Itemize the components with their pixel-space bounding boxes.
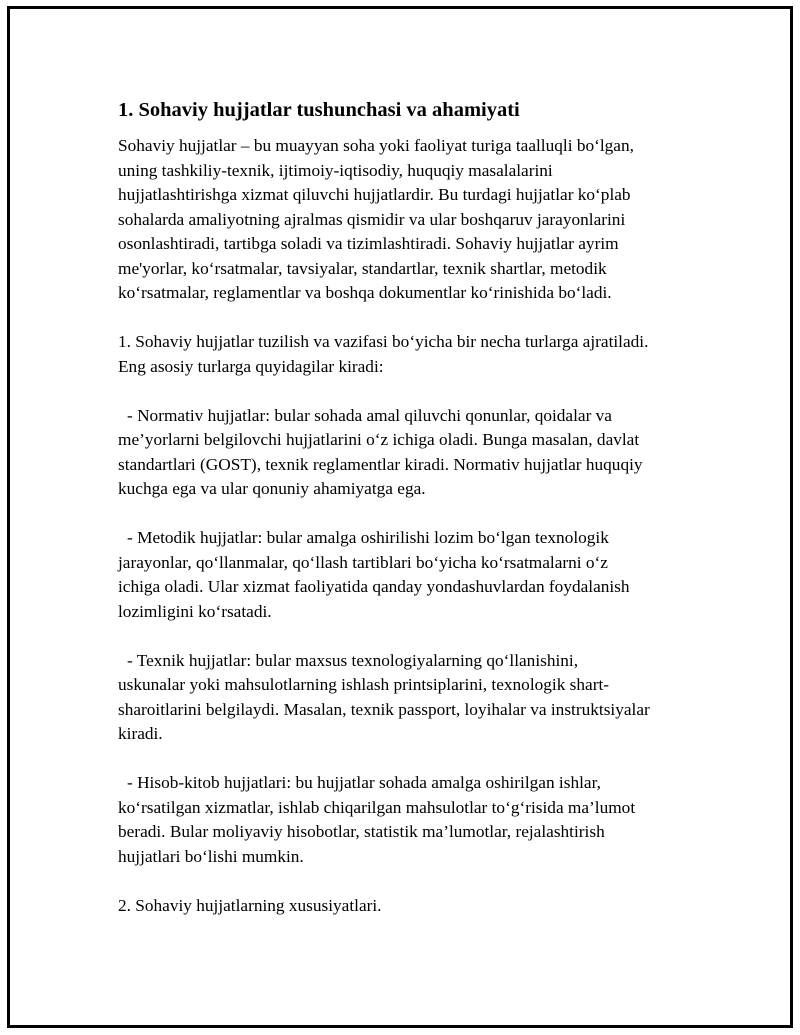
- normative-docs-paragraph: - Normativ hujjatlar: bular sohada amal qiluvchi qonunlar, qoidalar va me’yorlarni belgilovchi hujjatlarini o‘z ichiga oladi. Bunga masalan, davlat standartlari (GOST), texnik reglamentlar kiradi. Normativ hujjatlar huquqiy kuchga ega va ular qonuniy ahamiyatga ega.: [118, 405, 643, 498]
- intro-paragraph: Sohaviy hujjatlar – bu muayyan soha yoki faoliyat turiga taalluqli bo‘lgan, uning tashkiliy-texnik, ijtimoiy-iqtisodiy, huquqiy masalalarini hujjatlashtirishga xizmat qiluvchi hujjatlardir. Bu turdagi hujjatlar ko‘plab sohalarda amaliyotning ajralmas qismidir va ular boshqaruv jarayonlarini osonlashtiradi, tartibga soladi va tizimlashtiradi. Sohaviy hujjatlar ayrim me'yorlar, ko‘rsatmalar, tavsiyalar, standartlar, texnik shartlar, metodik ko‘rsatmalar, reglamentlar va boshqa dokumentlar ko‘rinishida bo‘ladi.: [118, 136, 634, 302]
- methodical-docs-paragraph: - Metodik hujjatlar: bular amalga oshirilishi lozim bo‘lgan texnologik jarayonlar, qo‘llanmalar, qo‘llash tartiblari bo‘yicha ko‘rsatmalarni o‘z ichiga oladi. Ular xizmat faoliyatida qanday yondashuvlardan foydalanish lozimligini ko‘rsatadi.: [118, 528, 630, 621]
- document-body: [118, 96, 688, 943]
- technical-docs-paragraph: - Texnik hujjatlar: bular maxsus texnologiyalarning qo‘llanishini, uskunalar yoki mahsulotlarning ishlash printsiplarini, texnologik shart- sharoitlarini belgilaydi. Masalan, texnik passport, loyihalar va instruktsiyalar kiradi.: [118, 650, 650, 743]
- section-heading: 1. Sohaviy hujjatlar tushunchasi va ahamiyati: [118, 99, 520, 121]
- features-paragraph: 2. Sohaviy hujjatlarning xususiyatlari.: [118, 895, 382, 915]
- accounting-docs-paragraph: - Hisob-kitob hujjatlari: bu hujjatlar sohada amalga oshirilgan ishlar, ko‘rsatilgan xizmatlar, ishlab chiqarilgan mahsulotlar to‘g‘risida ma’lumot beradi. Bular moliyaviy hisobotlar, statistik ma’lumotlar, rejalashtirish hujjatlari bo‘lishi mumkin.: [118, 773, 636, 866]
- types-intro-paragraph: 1. Sohaviy hujjatlar tuzilish va vazifasi bo‘yicha bir necha turlarga ajratiladi. Eng asosiy turlarga quyidagilar kiradi:: [118, 332, 649, 376]
